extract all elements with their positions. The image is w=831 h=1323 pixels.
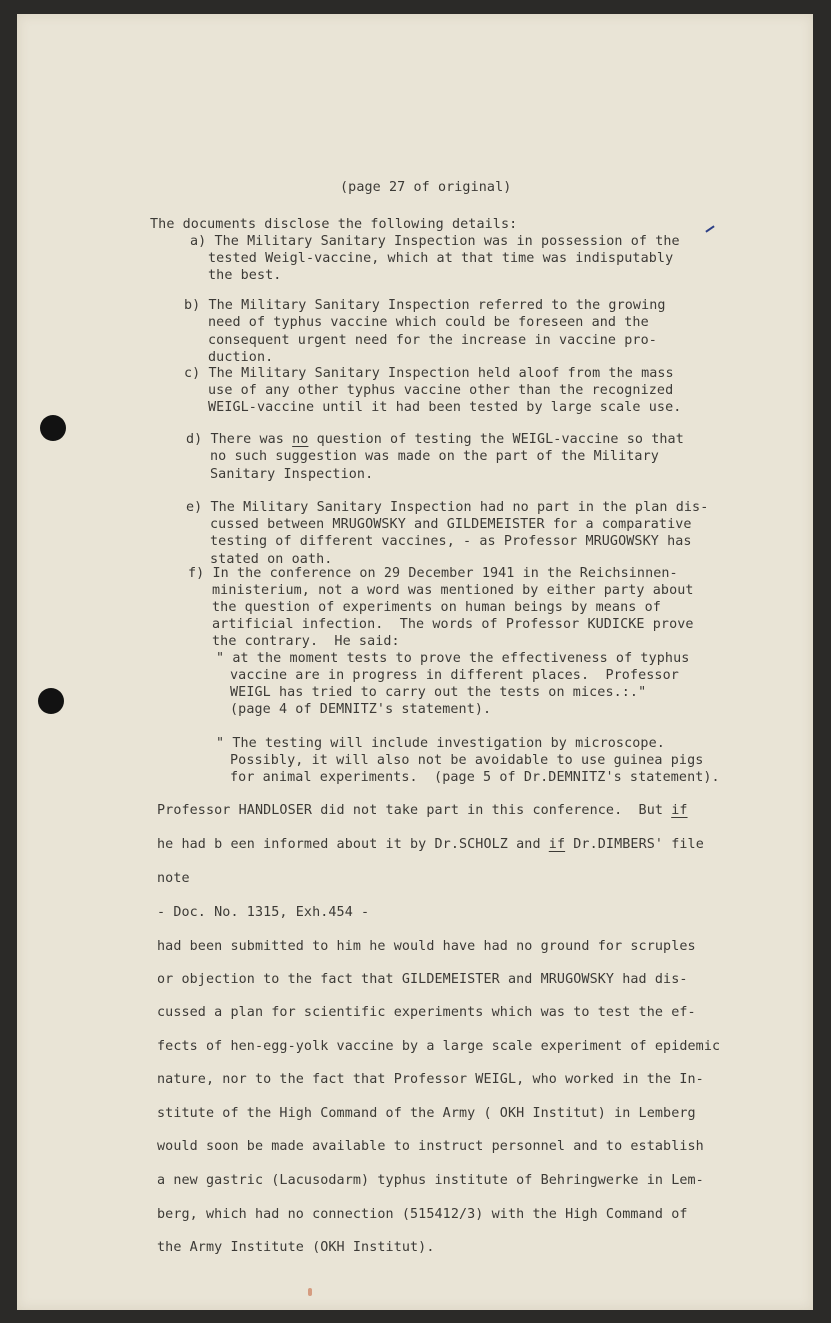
item-f-line: f) In the conference on 29 December 1941 in the Reichsinnen- — [188, 566, 678, 581]
item-f-line: the contrary. He said: — [212, 634, 400, 649]
quote-line: WEIGL has tried to carry out the tests on mices.:." — [230, 685, 647, 700]
item-d-line: Sanitary Inspection. — [210, 467, 374, 482]
para-line: berg, which had no connection (515412/3) with the High Command of — [157, 1207, 688, 1222]
para-line: he had b een informed about it by Dr.SCHOLZ and if Dr.DIMBERS' file — [157, 837, 704, 852]
para-line: nature, nor to the fact that Professor WEIGL, who worked in the In- — [157, 1072, 704, 1087]
item-f-line: the question of experiments on human beings by means of — [212, 600, 661, 615]
item-a-line: the best. — [208, 268, 282, 283]
para-line: cussed a plan for scientific experiments which was to test the ef- — [157, 1005, 696, 1020]
item-c-line: use of any other typhus vaccine other than the recognized — [208, 383, 674, 398]
item-b-line: b) The Military Sanitary Inspection referred to the growing — [184, 298, 666, 313]
page-label: (page 27 of original) — [340, 180, 512, 195]
quote-line: " at the moment tests to prove the effectiveness of typhus — [216, 651, 690, 666]
item-b-line: duction. — [208, 350, 274, 365]
para-line: a new gastric (Lacusodarm) typhus institute of Behringwerke in Lem- — [157, 1173, 704, 1188]
item-a-line: a) The Military Sanitary Inspection was in possession of the — [190, 234, 680, 249]
punch-hole-lower — [38, 688, 64, 714]
emphasis-if: if — [548, 837, 566, 852]
para-line: fects of hen-egg-yolk vaccine by a large scale experiment of epidemic — [157, 1039, 721, 1054]
punch-hole-upper — [40, 415, 66, 441]
para-line: Professor HANDLOSER did not take part in this conference. But if — [157, 803, 688, 818]
item-e-line: cussed between MRUGOWSKY and GILDEMEISTER for a comparative — [210, 517, 692, 532]
item-d-line: d) There was no question of testing the WEIGL-vaccine so that — [186, 432, 684, 447]
item-c-line: c) The Military Sanitary Inspection held aloof from the mass — [184, 366, 674, 381]
intro-line: The documents disclose the following details: — [150, 217, 518, 232]
para-line: had been submitted to him he would have had no ground for scruples — [157, 939, 696, 954]
quote-line: Possibly, it will also not be avoidable to use guinea pigs — [230, 753, 704, 768]
emphasis-if: if — [671, 803, 688, 818]
item-e-line: stated on oath. — [210, 552, 333, 567]
para-line: note — [157, 871, 190, 886]
para-line: or objection to the fact that GILDEMEISTER and MRUGOWSKY had dis- — [157, 972, 688, 987]
para-line: the Army Institute (OKH Institut). — [157, 1240, 435, 1255]
item-d-line: no such suggestion was made on the part of the Military — [210, 449, 659, 464]
para-line: stitute of the High Command of the Army ( OKH Institut) in Lemberg — [157, 1106, 696, 1121]
item-a-line: tested Weigl-vaccine, which at that time was indisputably — [208, 251, 674, 266]
item-f-line: ministerium, not a word was mentioned by either party about — [212, 583, 694, 598]
item-b-line: consequent urgent need for the increase in vaccine pro- — [208, 333, 657, 348]
item-e-line: testing of different vaccines, - as Professor MRUGOWSKY has — [210, 534, 692, 549]
emphasis-no: no — [292, 432, 309, 447]
quote-line: " The testing will include investigation by microscope. — [216, 736, 665, 751]
quote-line: for animal experiments. (page 5 of Dr.DEMNITZ's statement). — [230, 770, 720, 785]
item-b-line: need of typhus vaccine which could be foreseen and the — [208, 315, 649, 330]
item-c-line: WEIGL-vaccine until it had been tested by large scale use. — [208, 400, 682, 415]
doc-reference: - Doc. No. 1315, Exh.454 - — [157, 905, 370, 920]
para-line: would soon be made available to instruct personnel and to establish — [157, 1139, 704, 1154]
quote-line: (page 4 of DEMNITZ's statement). — [230, 702, 492, 717]
quote-line: vaccine are in progress in different places. Professor — [230, 668, 679, 683]
item-e-line: e) The Military Sanitary Inspection had no part in the plan dis- — [186, 500, 709, 515]
ink-smudge — [308, 1288, 312, 1296]
item-f-line: artificial infection. The words of Professor KUDICKE prove — [212, 617, 694, 632]
